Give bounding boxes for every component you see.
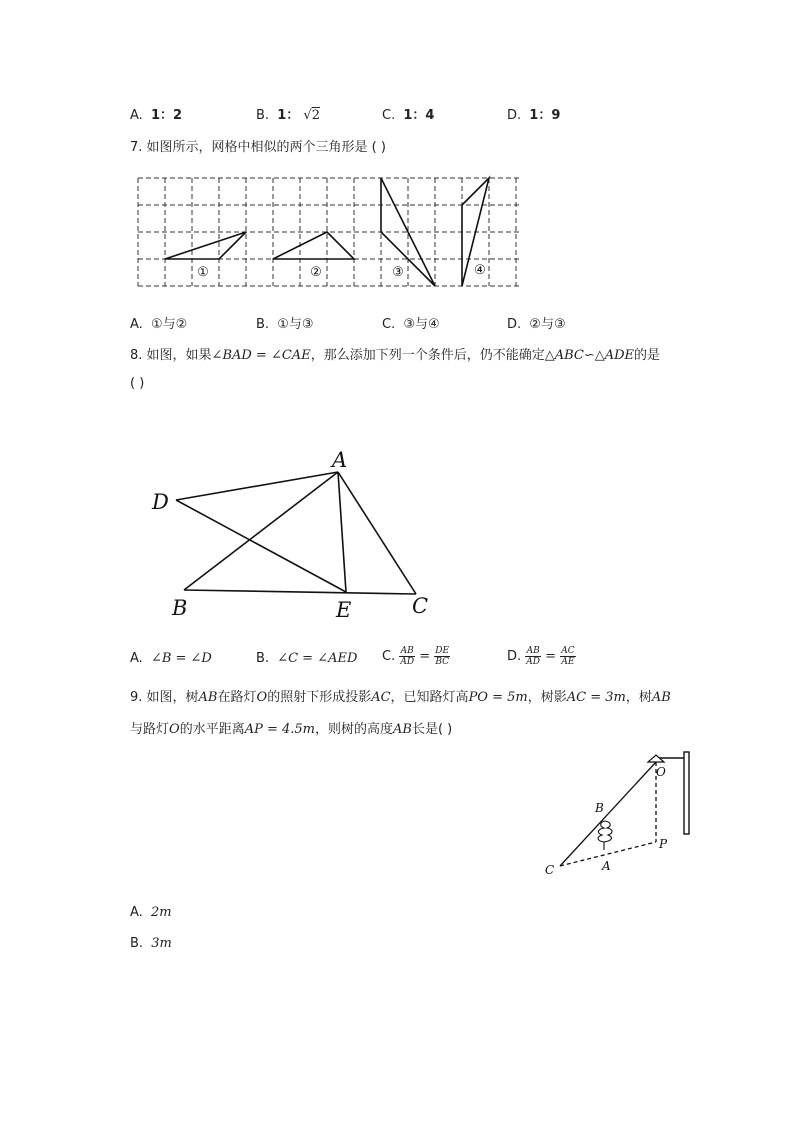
q7-option-c (382, 313, 440, 332)
grid-lines (138, 178, 522, 286)
fraction (434, 646, 450, 667)
light-ray (560, 762, 656, 866)
stem-math: AB (651, 690, 671, 705)
option-text: 1：4 (403, 108, 435, 123)
option-letter: A. (130, 108, 143, 123)
q7-stem: 7. 如图所示，网格中相似的两个三角形是 ( ) (130, 140, 386, 155)
q7-option-b (256, 313, 314, 332)
lamp-pole (684, 752, 689, 834)
option-letter: C. (382, 317, 396, 332)
option-letter: D. (507, 649, 522, 664)
fraction (560, 646, 575, 667)
point-label-a: A (332, 448, 348, 472)
fraction-denominator: AE (561, 657, 575, 667)
fraction (399, 646, 415, 667)
shape-label-3: ③ (392, 265, 404, 280)
point-label-c: C (412, 594, 429, 618)
tree-icon (598, 821, 612, 850)
q7-option-a (130, 313, 187, 332)
option-letter: D. (507, 108, 522, 123)
point-label-o: O (656, 765, 666, 779)
fraction-denominator: AD (526, 657, 541, 667)
shape-label-1: ① (197, 265, 209, 280)
q9-option-a (130, 905, 172, 920)
shape-label-2: ② (310, 265, 322, 280)
stem-math: AC (371, 690, 391, 705)
point-label-c: C (545, 863, 555, 877)
option-text: ∠C = ∠AED (277, 651, 358, 666)
q9-stem-line2 (130, 718, 452, 737)
option-letter: B. (256, 317, 270, 332)
q8-option-a (130, 651, 212, 666)
point-label-p: P (659, 837, 668, 851)
option-letter: B. (130, 936, 144, 951)
q8-option-c (382, 646, 450, 667)
stem-math: AC = 3m (566, 690, 626, 705)
option-value: 3m (151, 936, 172, 951)
q8-stem-line2: ( ) (130, 376, 145, 391)
triangle-1 (165, 232, 246, 259)
stem-text: ，树影 (527, 690, 567, 705)
equals-sign: = (545, 649, 557, 664)
stem-text: 在路灯 (217, 690, 257, 705)
fraction-numerator: AB (526, 646, 540, 656)
stem-math: O (169, 722, 180, 737)
stem-text: ，那么添加下列一个条件后，仍不能确定 (310, 348, 545, 363)
option-text: 1：9 (529, 108, 561, 123)
equals-sign: = (419, 649, 431, 664)
point-label-d: D (152, 490, 169, 514)
stem-math: ∠BAD = ∠CAE (211, 348, 311, 363)
shape-label-4: ④ (474, 263, 486, 278)
fraction-denominator: BC (435, 657, 449, 667)
fraction-numerator: DE (435, 646, 450, 656)
stem-text: 9. 如图，树 (130, 690, 199, 705)
option-letter: A. (130, 317, 143, 332)
stem-text: 的是 (634, 348, 661, 363)
option-text: ①与③ (277, 317, 314, 332)
sqrt-radicand: 2 (311, 108, 320, 123)
option-text: ②与③ (529, 317, 566, 332)
option-text: 1： (277, 108, 300, 123)
q7-grid-figure (130, 170, 530, 292)
q8-stem-line1 (130, 344, 660, 363)
option-letter: A. (130, 651, 143, 666)
q8-option-b (256, 651, 357, 666)
fraction-denominator: AD (400, 657, 415, 667)
stem-text: 的水平距离 (179, 722, 245, 737)
q9-streetlight-figure (538, 748, 698, 880)
option-text: 1：2 (150, 108, 183, 123)
fraction (525, 646, 541, 667)
stem-math: O (256, 690, 268, 705)
stem-text: 8. 如图，如果 (130, 348, 212, 363)
option-letter: B. (256, 651, 270, 666)
q9-option-b (130, 936, 172, 951)
option-letter: C. (382, 108, 396, 123)
option-text: ①与② (150, 317, 188, 332)
option-value: 2m (150, 905, 172, 920)
stem-math: AP = 4.5m (244, 722, 315, 737)
option-text: ③与④ (403, 317, 440, 332)
q6-option-c (382, 104, 434, 123)
option-letter: C. (382, 649, 396, 664)
option-text: ∠B = ∠D (150, 651, 212, 666)
stem-math: AB (198, 690, 218, 705)
q8-option-d (507, 646, 576, 667)
sqrt-symbol: √ (303, 108, 312, 123)
stem-text: ，则树的高度 (315, 722, 394, 737)
stem-text: ，已知路灯高 (390, 690, 469, 705)
option-letter: B. (256, 108, 270, 123)
q6-option-a (130, 104, 182, 123)
q9-stem-line1 (130, 686, 671, 705)
stem-math: PO = 5m (468, 690, 528, 705)
point-label-b: B (595, 801, 604, 815)
stem-math: AB (393, 722, 412, 737)
stem-text: 与路灯 (130, 722, 170, 737)
fraction-numerator: AC (561, 646, 575, 656)
q7-option-d (507, 313, 566, 332)
option-letter: D. (507, 317, 522, 332)
triangle-2 (273, 232, 354, 259)
option-letter: A. (130, 905, 143, 920)
point-label-b: B (172, 596, 188, 620)
stem-text: ，树 (625, 690, 652, 705)
stem-math: △ABC∽△ADE (544, 348, 635, 363)
q6-option-b (256, 104, 320, 123)
stem-text: 长是( ) (411, 722, 453, 737)
fraction-numerator: AB (400, 646, 414, 656)
point-label-e: E (336, 598, 352, 622)
point-label-a: A (602, 859, 611, 873)
stem-text: 的照射下形成投影 (267, 690, 372, 705)
q8-triangle-figure (148, 445, 438, 625)
q6-option-d (507, 104, 560, 123)
